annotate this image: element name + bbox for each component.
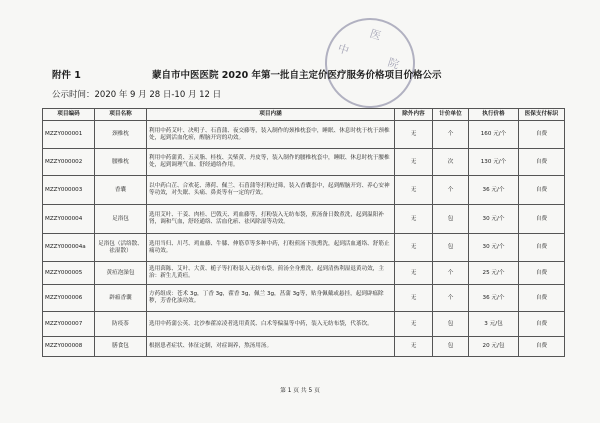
item-name: 香囊 [95,176,147,205]
item-excluded: 无 [395,205,433,234]
item-insurance: 自费 [519,337,565,357]
publish-date: 公示时间：2020 年 9 月 28 日-10 月 12 日 [52,90,222,100]
table-row [43,312,565,337]
table-row [43,262,565,285]
item-insurance: 自费 [519,121,565,149]
item-name: 膳食包 [95,337,147,357]
item-code: MZZY000007 [43,312,95,337]
item-insurance: 自费 [519,285,565,312]
item-excluded: 无 [395,337,433,357]
item-unit: 包 [433,337,469,357]
item-price: 36 元/个 [469,285,519,312]
item-content: 选用中药蒲公英、北沙参藿凉凌者选用黄芪、白术等偏温等中药，装入无纺布袋，代茶饮。 [147,312,395,337]
item-insurance: 自费 [519,205,565,234]
item-code: MZZY000003 [43,176,95,205]
table-row [43,176,565,205]
item-name: 腰椎枕 [95,149,147,176]
item-code: MZZY000002 [43,149,95,176]
column-header: 医保支付标识 [519,109,565,121]
item-content: 选用艾叶、干姜、肉桂、巴戟天、鸡血藤等，打粉装入无纺布袋，煎汤备日数煮洗，起到温阳补肾，调和气血，舒经通络、活血化瘀、祛风除湿等功效。 [147,205,395,234]
table-row [43,205,565,234]
column-header: 除外内容 [395,109,433,121]
price-table [42,108,565,357]
item-price: 20 元/包 [469,337,519,357]
item-insurance: 自费 [519,234,565,262]
seal-char: 院 [386,55,401,72]
item-content: 方药组成：苍术 3g，丁香 3g，藿香 3g，佩兰 3g，菖蒲 3g等，贴身佩戴或悬挂，起到辟瘟除秽，芳香化浊功效。 [147,285,395,312]
item-name: 颈椎枕 [95,121,147,149]
item-price: 25 元/个 [469,262,519,285]
item-excluded: 无 [395,176,433,205]
item-code: MZZY000008 [43,337,95,357]
item-code: MZZY000006 [43,285,95,312]
item-insurance: 自费 [519,149,565,176]
item-unit: 包 [433,234,469,262]
item-code: MZZY000004 [43,205,95,234]
item-price: 160 元/个 [469,121,519,149]
item-excluded: 无 [395,262,433,285]
table-header-row [43,109,565,121]
item-code: MZZY000005 [43,262,95,285]
column-header: 计价单位 [433,109,469,121]
item-unit: 次 [433,149,469,176]
table-row [43,234,565,262]
item-name: 辟瘟香囊 [95,285,147,312]
column-header: 项目编码 [43,109,95,121]
item-unit: 包 [433,312,469,337]
seal-char: 中 [336,41,351,58]
item-price: 30 元/个 [469,205,519,234]
item-excluded: 无 [395,234,433,262]
item-price: 36 元/个 [469,176,519,205]
item-name: 防疫茶 [95,312,147,337]
item-content: 选用当归、川芎、鸡血藤、牛膝、伸筋草等多种中药，打粉煎汤下肢熏洗，起到活血通络、舒筋止痛功效。 [147,234,395,262]
item-name: 黄疸泡澡包 [95,262,147,285]
item-content: 根据患者症状、体征定制，对症调养，熬汤用汤。 [147,337,395,357]
item-price: 3 元/包 [469,312,519,337]
item-name: 足浴包 [95,205,147,234]
item-insurance: 自费 [519,312,565,337]
item-insurance: 自费 [519,176,565,205]
item-price: 130 元/个 [469,149,519,176]
column-header: 项目名称 [95,109,147,121]
item-unit: 包 [433,205,469,234]
official-seal [313,6,426,119]
item-unit: 个 [433,285,469,312]
table-row [43,149,565,176]
table-row [43,285,565,312]
item-excluded: 无 [395,121,433,149]
item-excluded: 无 [395,149,433,176]
table-row [43,337,565,357]
seal-char: 医 [368,26,383,43]
item-unit: 个 [433,121,469,149]
item-name: 足浴包（活络散、祛湿散） [95,234,147,262]
item-content: 以中药白芷、合欢花、薄荷、佩兰、石菖蒲等打粉过筛，装入香囊套中，起到醒脑开窍、养心安神等功效，对失眠、头痛、鼻炎等有一定的疗效。 [147,176,395,205]
item-unit: 个 [433,262,469,285]
item-insurance: 自费 [519,262,565,285]
item-content: 利用中药蒲黄、五灵脂、桂枝、关柴黄、丹皮等，装入制作的腰椎枕套中，睡眠、休息时枕于腰椎处，起到调理气血、舒经通络作用。 [147,149,395,176]
item-excluded: 无 [395,312,433,337]
item-price: 30 元/个 [469,234,519,262]
table-row [43,121,565,149]
item-unit: 个 [433,176,469,205]
column-header: 项目内涵 [147,109,395,121]
attachment-label: 附件 1 [52,70,81,81]
item-content: 利用中药艾叶、决明子、石菖蒲、夜交藤等，装入制作的颈椎枕套中，睡眠、休息时枕于枕于颈椎处，起到活血化瘀，醒脑开窍的功效。 [147,121,395,149]
item-excluded: 无 [395,285,433,312]
item-content: 选用茵陈、艾叶、大黄、栀子等打粉装入无纺布袋，煎汤全身熏洗，起到清热利湿退黄功效，主治：新生儿黄疸。 [147,262,395,285]
column-header: 执行价格 [469,109,519,121]
item-code: MZZY000001 [43,121,95,149]
page-number: 第 1 页 共 5 页 [280,388,320,394]
item-code: MZZY000004a [43,234,95,262]
page-title: 蒙自市中医医院 2020 年第一批自主定价医疗服务价格项目价格公示 [152,70,442,81]
